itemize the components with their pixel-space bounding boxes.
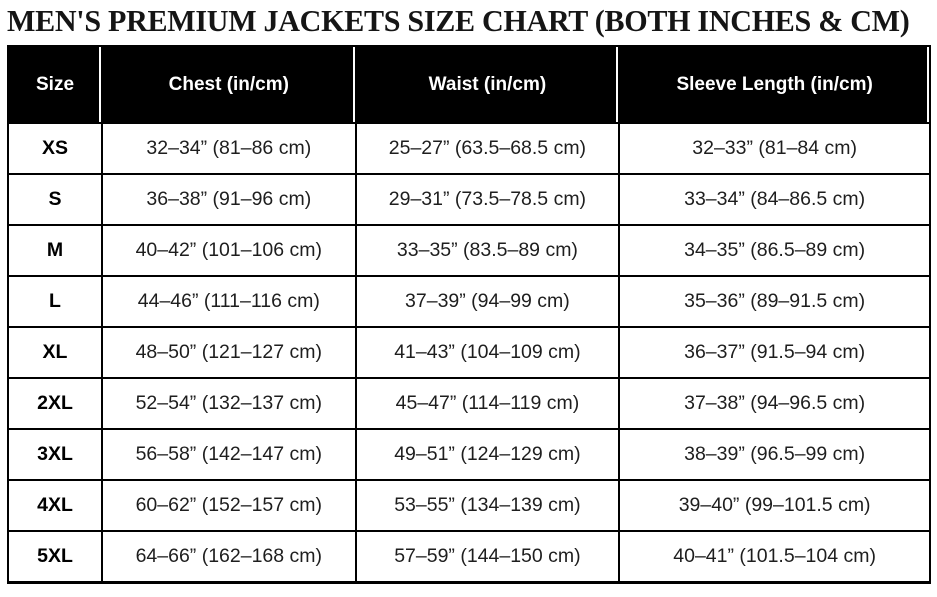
- size-cell: 5XL: [8, 531, 102, 583]
- table-row: [8, 276, 930, 327]
- waist-cell: 37–39” (94–99 cm): [356, 276, 620, 327]
- sleeve-cell: 34–35” (86.5–89 cm): [619, 225, 930, 276]
- table-row: [8, 123, 930, 174]
- chest-cell: 56–58” (142–147 cm): [102, 429, 356, 480]
- sleeve-cell: 36–37” (91.5–94 cm): [619, 327, 930, 378]
- waist-cell: 25–27” (63.5–68.5 cm): [356, 123, 620, 174]
- table-row: [8, 174, 930, 225]
- size-cell: 2XL: [8, 378, 102, 429]
- column-header-waist: Waist (in/cm): [356, 46, 620, 123]
- sleeve-cell: 35–36” (89–91.5 cm): [619, 276, 930, 327]
- chest-cell: 40–42” (101–106 cm): [102, 225, 356, 276]
- sleeve-cell: 38–39” (96.5–99 cm): [619, 429, 930, 480]
- sleeve-cell: 40–41” (101.5–104 cm): [619, 531, 930, 583]
- sleeve-cell: 39–40” (99–101.5 cm): [619, 480, 930, 531]
- sleeve-cell: 32–33” (81–84 cm): [619, 123, 930, 174]
- size-cell: S: [8, 174, 102, 225]
- chest-cell: 44–46” (111–116 cm): [102, 276, 356, 327]
- chest-cell: 60–62” (152–157 cm): [102, 480, 356, 531]
- chest-cell: 64–66” (162–168 cm): [102, 531, 356, 583]
- waist-cell: 33–35” (83.5–89 cm): [356, 225, 620, 276]
- waist-cell: 57–59” (144–150 cm): [356, 531, 620, 583]
- size-cell: M: [8, 225, 102, 276]
- table-row: [8, 531, 930, 583]
- chest-cell: 32–34” (81–86 cm): [102, 123, 356, 174]
- column-header-chest: Chest (in/cm): [102, 46, 356, 123]
- table-row: [8, 225, 930, 276]
- waist-cell: 29–31” (73.5–78.5 cm): [356, 174, 620, 225]
- column-header-size: Size: [8, 46, 102, 123]
- table-row: [8, 429, 930, 480]
- size-cell: XL: [8, 327, 102, 378]
- page-title: MEN'S PREMIUM JACKETS SIZE CHART (BOTH INCHES & CM): [7, 3, 910, 38]
- column-header-sleeve: Sleeve Length (in/cm): [619, 46, 930, 123]
- waist-cell: 45–47” (114–119 cm): [356, 378, 620, 429]
- chest-cell: 48–50” (121–127 cm): [102, 327, 356, 378]
- size-chart-table: [7, 45, 931, 584]
- waist-cell: 41–43” (104–109 cm): [356, 327, 620, 378]
- size-cell: 3XL: [8, 429, 102, 480]
- size-cell: L: [8, 276, 102, 327]
- size-cell: 4XL: [8, 480, 102, 531]
- table-row: [8, 378, 930, 429]
- chest-cell: 36–38” (91–96 cm): [102, 174, 356, 225]
- table-row: [8, 327, 930, 378]
- waist-cell: 53–55” (134–139 cm): [356, 480, 620, 531]
- sleeve-cell: 33–34” (84–86.5 cm): [619, 174, 930, 225]
- table-row: [8, 480, 930, 531]
- waist-cell: 49–51” (124–129 cm): [356, 429, 620, 480]
- header-row: [8, 46, 930, 123]
- sleeve-cell: 37–38” (94–96.5 cm): [619, 378, 930, 429]
- size-cell: XS: [8, 123, 102, 174]
- chest-cell: 52–54” (132–137 cm): [102, 378, 356, 429]
